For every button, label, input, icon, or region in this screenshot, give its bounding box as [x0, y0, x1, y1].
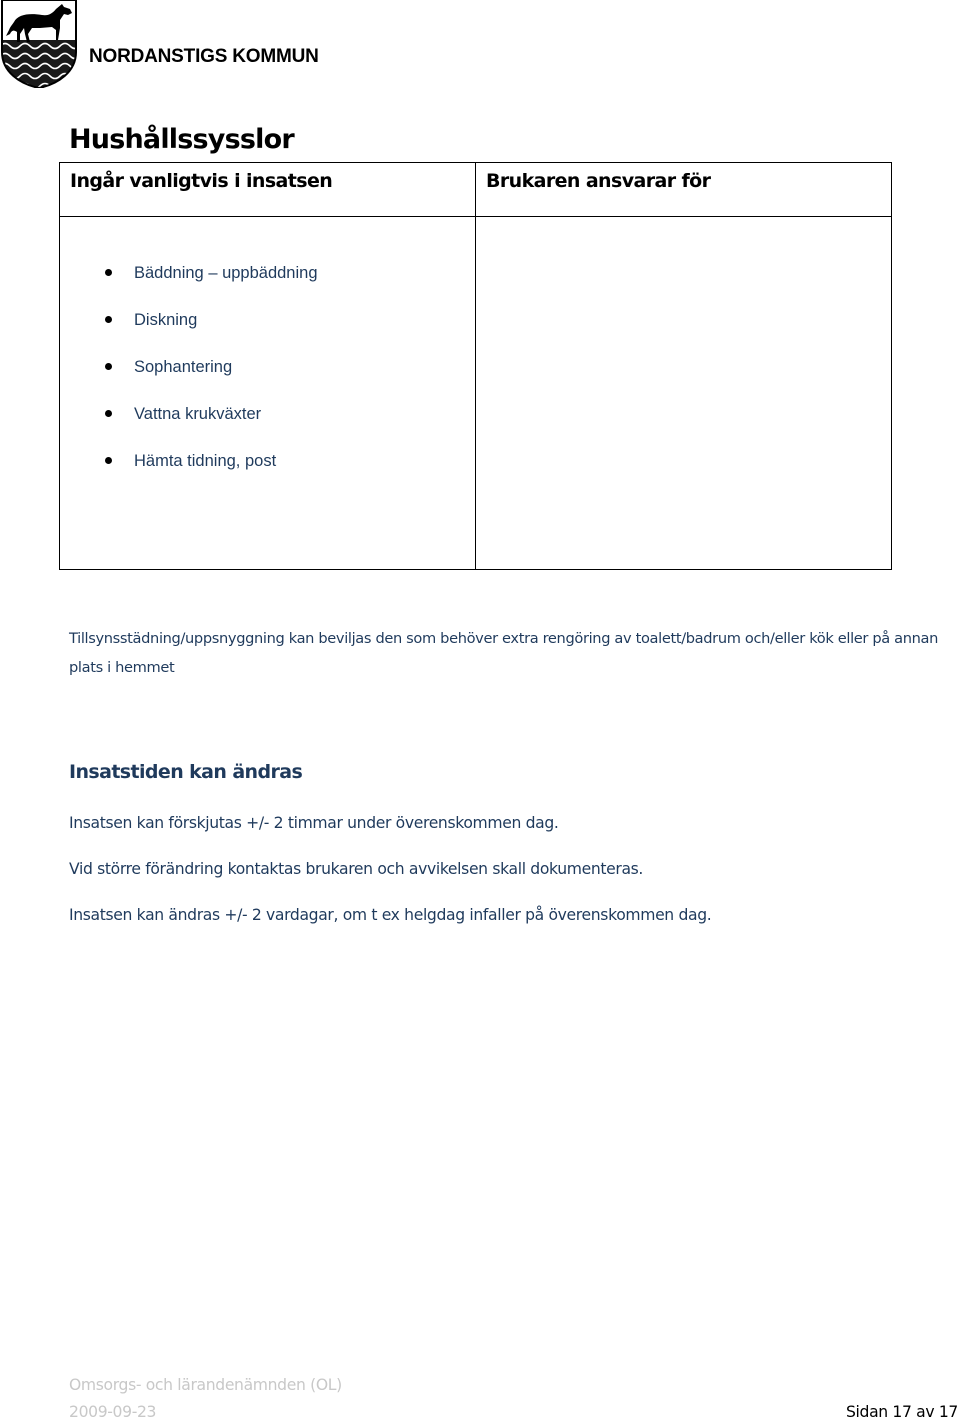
list-item-label: Hämta tidning, post — [134, 452, 277, 470]
table-body-row — [60, 217, 892, 570]
bullet-icon — [105, 316, 112, 323]
list-item-label: Bäddning – uppbäddning — [134, 264, 318, 282]
list-item — [60, 259, 475, 306]
list-item — [60, 353, 475, 400]
bullet-icon — [105, 410, 112, 417]
responsibility-table — [59, 162, 892, 570]
page-number: Sidan 17 av 17 — [845, 1403, 958, 1421]
included-tasks-list — [60, 217, 475, 494]
bullet-icon — [105, 363, 112, 370]
included-tasks-cell — [60, 217, 476, 570]
document-title: Hushållssysslor — [69, 124, 294, 155]
cleaning-note: Tillsynsstädning/uppsnyggning kan beviljas den som behöver extra rengöring av toalett/badrum och/eller kök eller på annan plats i hemmet — [69, 630, 939, 676]
bullet-icon — [105, 457, 112, 464]
table-header-row — [60, 163, 892, 217]
organization-name: NORDANSTIGS KOMMUN — [89, 46, 319, 67]
horse-coat-of-arms-icon — [0, 0, 78, 88]
paragraph: Insatsen kan förskjutas +/- 2 timmar under överenskommen dag. — [69, 814, 559, 832]
footer-organization: Omsorgs- och lärandenämnden (OL) — [69, 1376, 342, 1394]
column-header-client: Brukaren ansvarar för — [476, 163, 892, 217]
client-tasks-cell — [476, 217, 892, 570]
list-item-label: Sophantering — [134, 358, 233, 376]
bullet-icon — [105, 269, 112, 276]
list-item — [60, 447, 475, 494]
list-item — [60, 306, 475, 353]
list-item — [60, 400, 475, 447]
column-header-included: Ingår vanligtvis i insatsen — [60, 163, 476, 217]
paragraph: Insatsen kan ändras +/- 2 vardagar, om t ex helgdag infaller på överenskommen dag. — [69, 906, 712, 924]
section-heading: Insatstiden kan ändras — [69, 761, 303, 783]
footer-date: 2009-09-23 — [69, 1403, 157, 1421]
list-item-label: Diskning — [134, 311, 198, 329]
paragraph: Vid större förändring kontaktas brukaren och avvikelsen skall dokumenteras. — [69, 860, 644, 878]
list-item-label: Vattna krukväxter — [134, 405, 262, 423]
